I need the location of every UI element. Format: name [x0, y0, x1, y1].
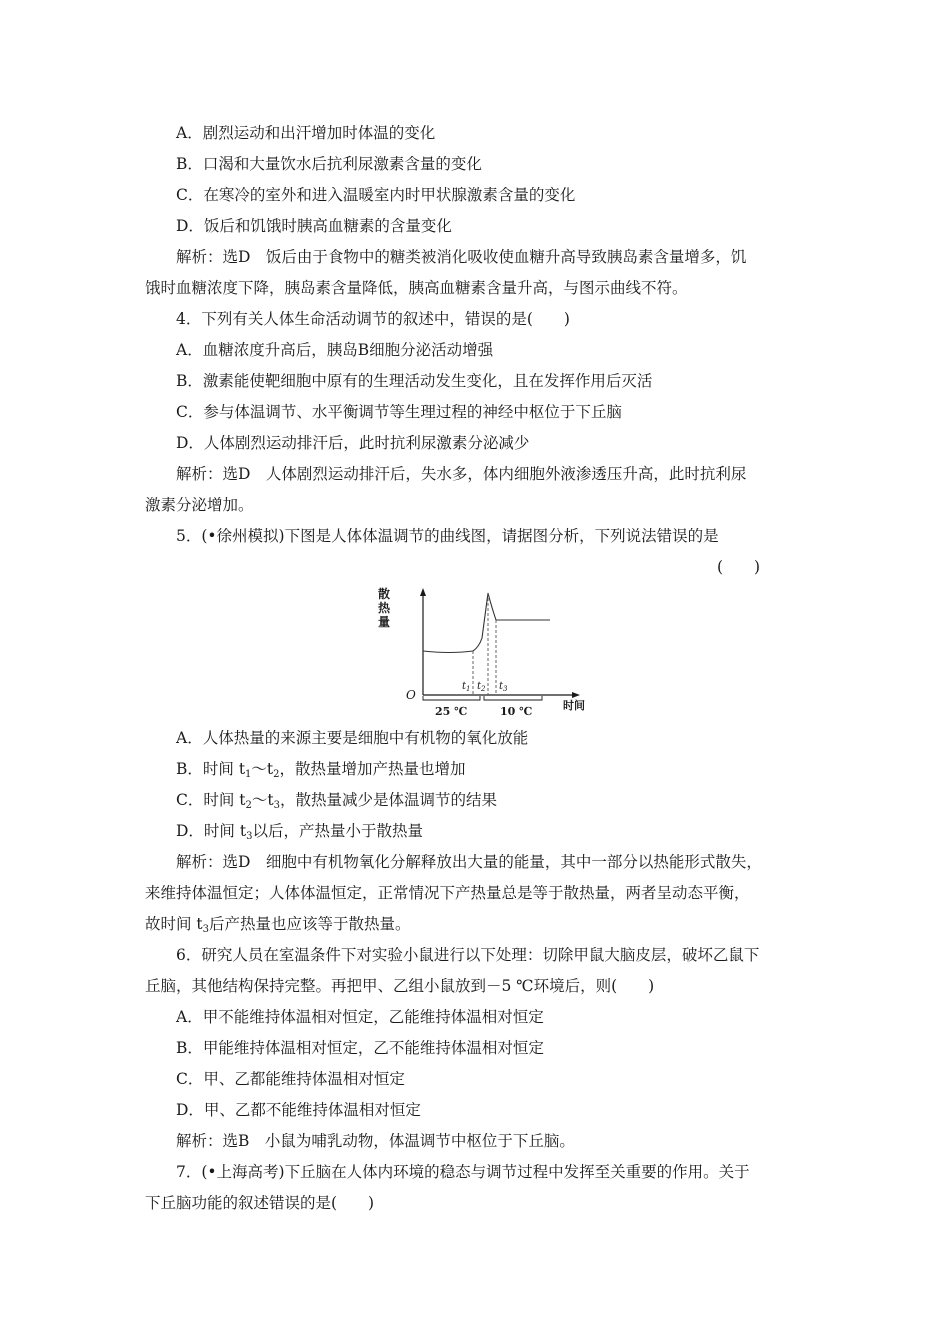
q5-answer-paren: ( ) — [717, 558, 761, 576]
q4-option-c: C．参与体温调节、水平衡调节等生理过程的神经中枢位于下丘脑 — [176, 403, 622, 421]
body-temp-regulation-figure — [370, 585, 590, 720]
q4-stem: 4．下列有关人体生命活动调节的叙述中，错误的是( ) — [176, 310, 570, 328]
bracket-25c — [423, 696, 480, 700]
q6-option-a: A．甲不能维持体温相对恒定，乙能维持体温相对恒定 — [176, 1008, 544, 1026]
t3-label: $t_3$ — [499, 681, 508, 693]
y-axis-arrow — [420, 588, 426, 596]
origin-label: O — [406, 688, 416, 702]
q7-stem-line2: 下丘脑功能的叙述错误的是( ) — [145, 1194, 375, 1212]
temp-label-10c: 10 ℃ — [500, 705, 533, 718]
temp-label-25c: 25 ℃ — [435, 705, 468, 718]
q6-stem-line2: 丘脑，其他结构保持完整。再把甲、乙组小鼠放到－5 ℃环境后，则( ) — [145, 977, 655, 995]
q6-option-c: C．甲、乙都能维持体温相对恒定 — [176, 1070, 405, 1088]
q6-option-b: B．甲能维持体温相对恒定，乙不能维持体温相对恒定 — [176, 1039, 544, 1057]
q4-option-a: A．血糖浓度升高后，胰岛B细胞分泌活动增强 — [176, 341, 494, 359]
q5-analysis-line2: 来维持体温恒定；人体体温恒定，正常情况下产热量总是等于散热量，两者呈动态平衡， — [145, 884, 750, 902]
q5-option-b: B．时间 $t_1\sim t_2$，散热量增加产热量也增加 — [176, 760, 466, 780]
q3-option-d: D．饭后和饥饿时胰高血糖素的含量变化 — [176, 217, 452, 235]
q5-option-a: A．人体热量的来源主要是细胞中有机物的氧化放能 — [176, 729, 529, 747]
q5-option-d: D．时间 $t_3$以后，产热量小于散热量 — [176, 822, 423, 842]
q6-analysis: 解析：选B 小鼠为哺乳动物，体温调节中枢位于下丘脑。 — [176, 1132, 575, 1150]
y-label-char-2: 热 — [378, 601, 391, 615]
q3-analysis-line2: 饿时血糖浓度下降，胰岛素含量降低，胰高血糖素含量升高，与图示曲线不符。 — [145, 279, 688, 297]
q4-analysis-line2: 激素分泌增加。 — [145, 496, 254, 514]
bracket-10c — [484, 696, 542, 700]
q3-analysis-line1: 解析：选D 饭后由于食物中的糖类被消化吸收使血糖升高导致胰岛素含量增多，饥 — [176, 248, 747, 266]
q5-analysis-line1: 解析：选D 细胞中有机物氧化分解释放出大量的能量，其中一部分以热能形式散失， — [176, 853, 762, 871]
q3-option-a: A．剧烈运动和出汗增加时体温的变化 — [176, 124, 436, 142]
t2-label: $t_2$ — [477, 681, 486, 693]
q5-option-c: C．时间 $t_2\sim t_3$，散热量减少是体温调节的结果 — [176, 791, 498, 811]
q7-stem-line1: 7．(•上海高考)下丘脑在人体内环境的稳态与调节过程中发挥至关重要的作用。关于 — [176, 1163, 750, 1181]
q5-stem: 5．(•徐州模拟)下图是人体体温调节的曲线图，请据图分析，下列说法错误的是 — [176, 527, 719, 545]
y-label-char-3: 量 — [378, 615, 391, 629]
q6-stem-line1: 6．研究人员在室温条件下对实验小鼠进行以下处理：切除甲鼠大脑皮层，破坏乙鼠下 — [176, 946, 760, 964]
q4-option-d: D．人体剧烈运动排汗后，此时抗利尿激素分泌减少 — [176, 434, 530, 452]
heat-dissipation-curve — [423, 593, 550, 653]
x-axis-arrow — [572, 692, 580, 698]
q3-option-c: C．在寒冷的室外和进入温暖室内时甲状腺激素含量的变化 — [176, 186, 576, 204]
y-label-char-1: 散 — [378, 587, 391, 601]
x-axis-label: 时间 — [563, 699, 585, 712]
q4-option-b: B．激素能使靶细胞中原有的生理活动发生变化，且在发挥作用后灭活 — [176, 372, 653, 390]
q3-option-b: B．口渴和大量饮水后抗利尿激素含量的变化 — [176, 155, 482, 173]
q5-analysis-line3: 故时间 $t_3$后产热量也应该等于散热量。 — [145, 915, 411, 935]
q6-option-d: D．甲、乙都不能维持体温相对恒定 — [176, 1101, 421, 1119]
t1-label: $t_1$ — [462, 681, 471, 693]
q4-analysis-line1: 解析：选D 人体剧烈运动排汗后，失水多，体内细胞外液渗透压升高，此时抗利尿 — [176, 465, 747, 483]
